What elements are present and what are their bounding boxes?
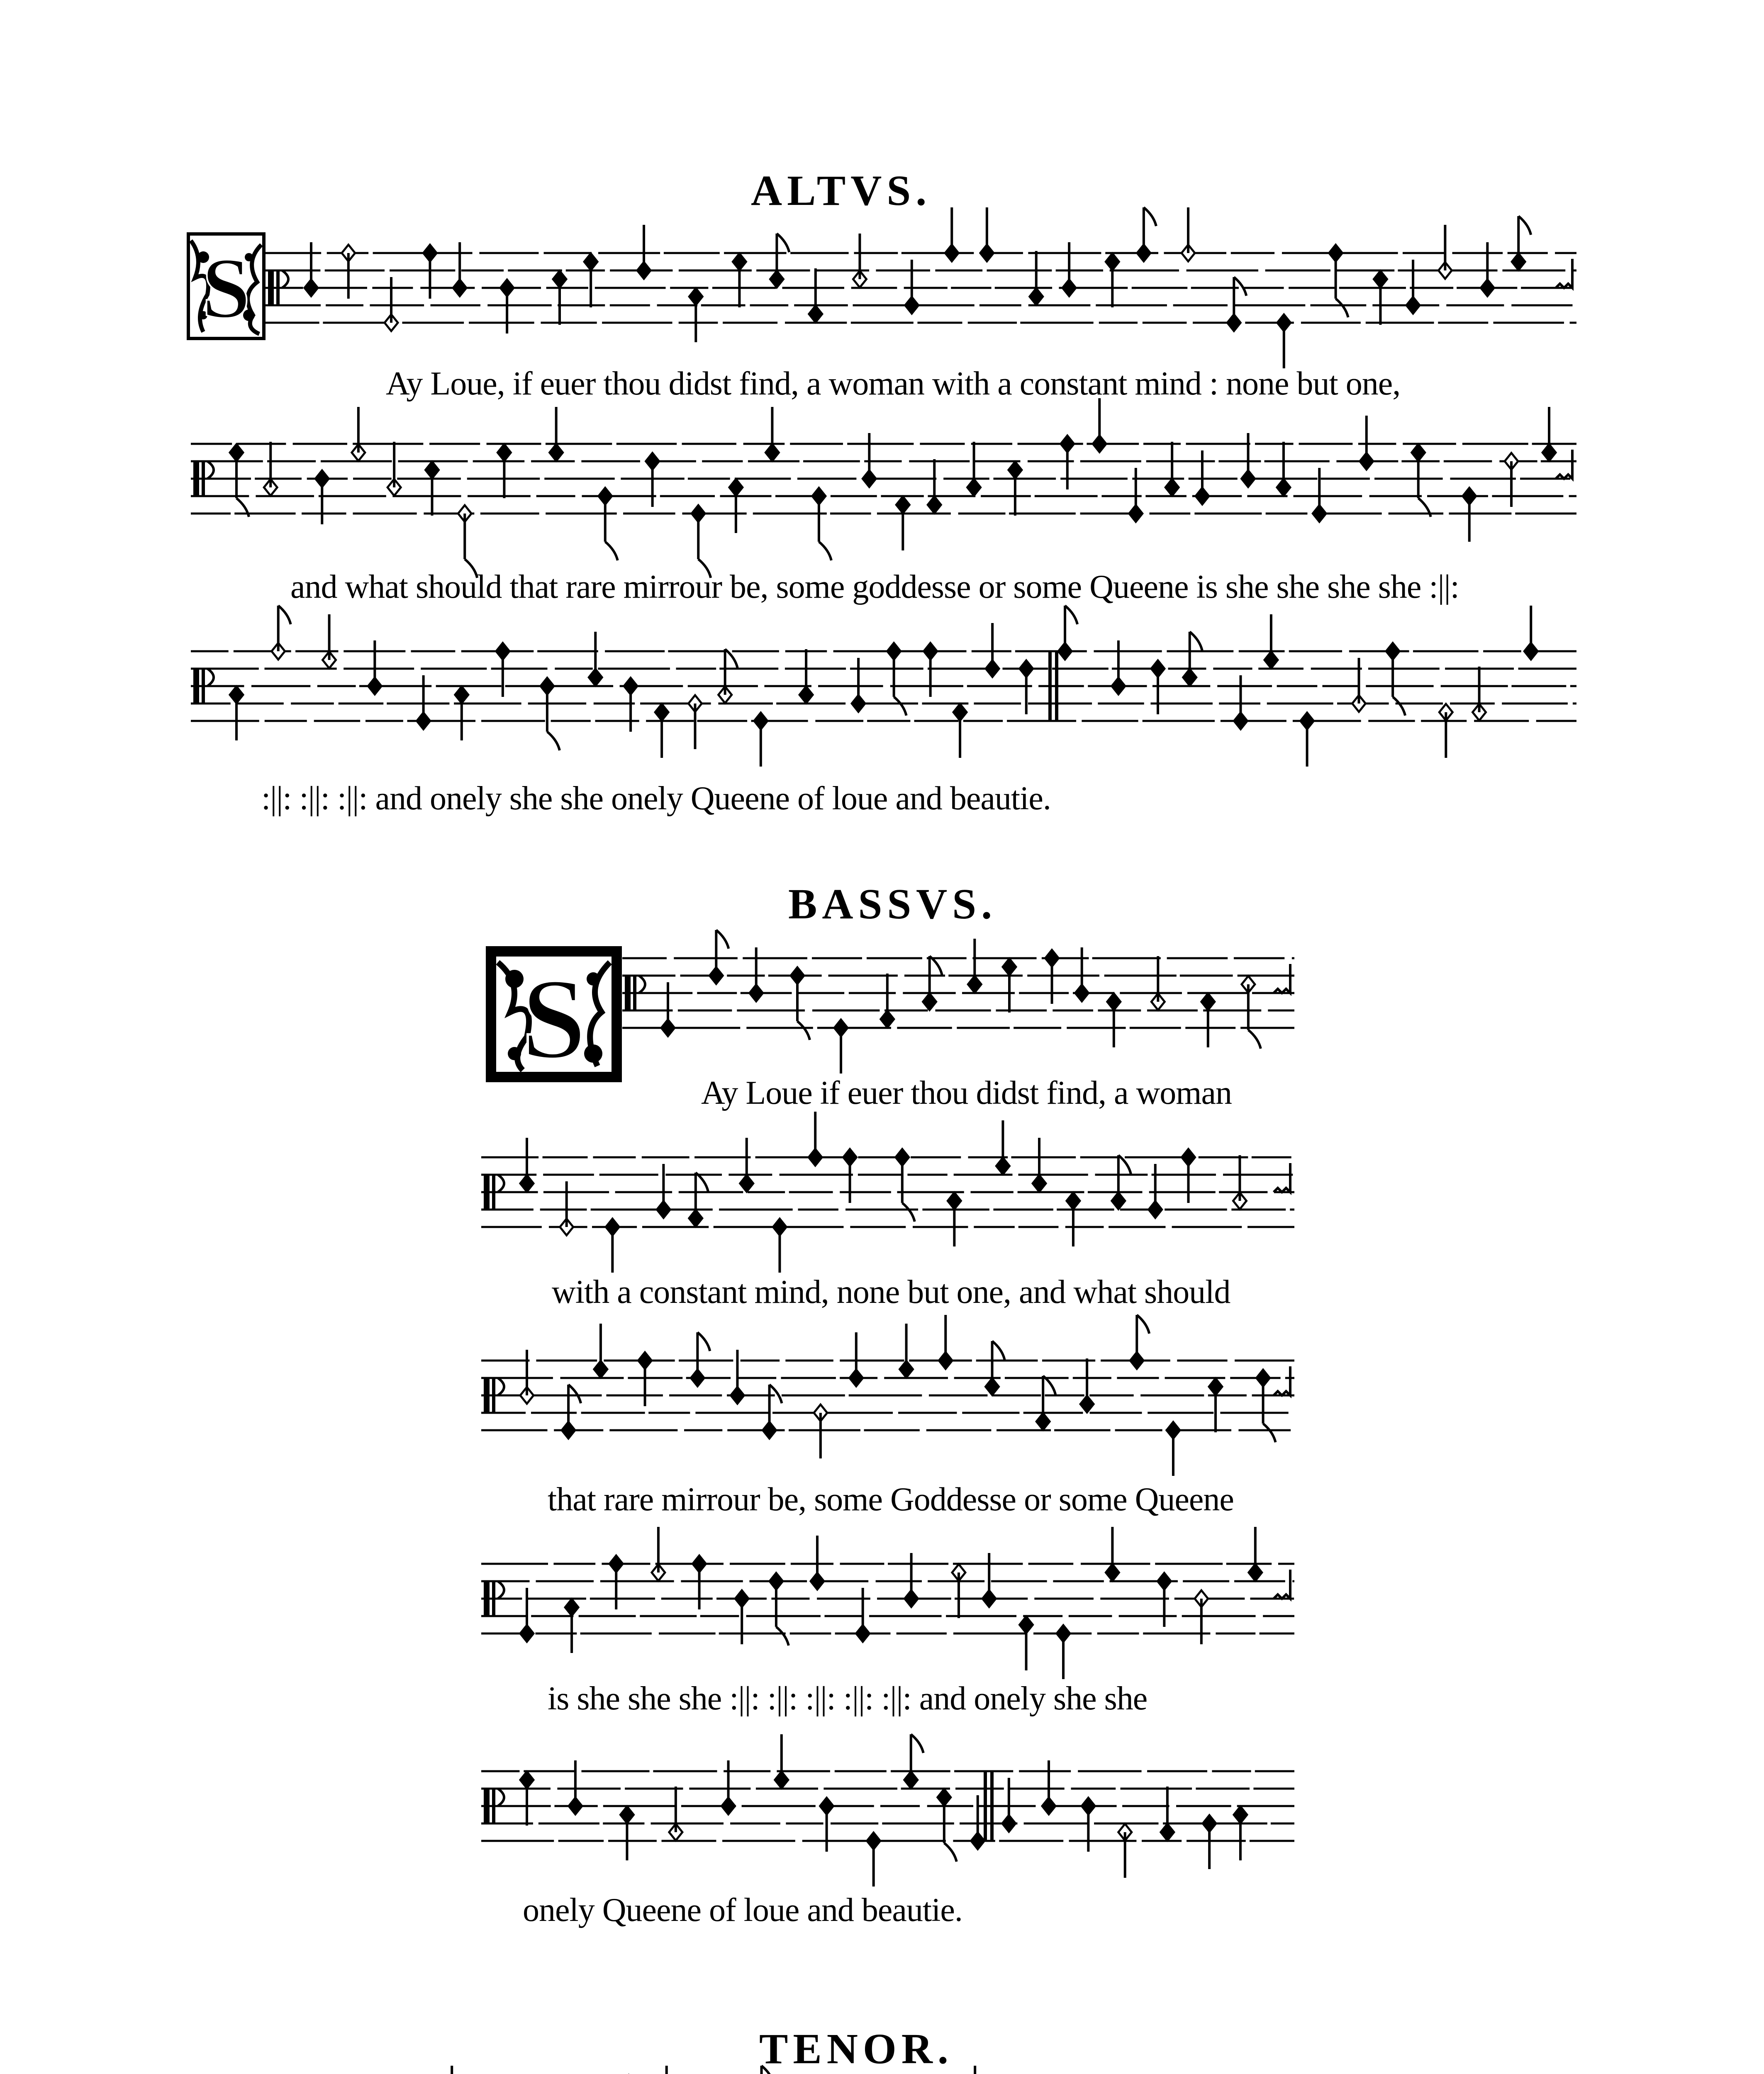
note bbox=[1352, 658, 1366, 712]
note bbox=[458, 505, 477, 578]
note bbox=[1149, 1164, 1162, 1218]
note bbox=[500, 280, 514, 333]
note bbox=[770, 234, 789, 287]
note bbox=[584, 253, 597, 307]
note bbox=[1473, 667, 1486, 721]
note bbox=[709, 930, 729, 984]
note bbox=[661, 982, 675, 1036]
note bbox=[1195, 1590, 1208, 1644]
note bbox=[881, 974, 894, 1027]
note bbox=[953, 704, 967, 758]
note bbox=[1183, 632, 1202, 686]
note bbox=[417, 675, 430, 729]
note bbox=[315, 470, 329, 524]
note bbox=[689, 1173, 708, 1227]
note bbox=[811, 1536, 824, 1590]
note bbox=[1439, 704, 1452, 758]
note bbox=[765, 407, 779, 461]
note bbox=[569, 1760, 582, 1814]
bassus-title: BASSVS. bbox=[788, 880, 997, 928]
altus-staff-2 bbox=[191, 431, 1576, 539]
svg-text:S: S bbox=[202, 240, 251, 336]
note bbox=[850, 1332, 863, 1386]
note bbox=[1196, 450, 1209, 504]
note bbox=[693, 1556, 706, 1609]
note bbox=[945, 207, 958, 261]
note bbox=[638, 1352, 652, 1406]
note bbox=[669, 1787, 682, 1840]
note bbox=[740, 1138, 753, 1192]
note bbox=[1234, 1806, 1247, 1860]
note bbox=[342, 245, 355, 299]
note bbox=[1182, 207, 1195, 261]
note bbox=[852, 658, 865, 712]
note bbox=[1033, 1138, 1046, 1192]
note bbox=[589, 632, 602, 686]
note bbox=[980, 207, 994, 261]
altus-decorated-initial bbox=[187, 232, 266, 340]
note bbox=[722, 1760, 735, 1814]
note bbox=[594, 1324, 607, 1378]
note bbox=[1374, 271, 1387, 325]
note bbox=[1505, 453, 1518, 507]
note bbox=[1057, 1625, 1070, 1679]
altus-title: ALTVS. bbox=[751, 167, 932, 214]
note bbox=[1161, 1787, 1174, 1840]
note bbox=[1165, 442, 1179, 496]
note bbox=[230, 686, 243, 740]
bassus-staff-4 bbox=[481, 1551, 1294, 1659]
note bbox=[1438, 225, 1452, 279]
altus-lyric-line-2: and what should that rare mirrour be, some goddesse or some Queene is she she she she :||: bbox=[290, 569, 1459, 605]
bassus-staff-2 bbox=[481, 1145, 1294, 1253]
note bbox=[1157, 1573, 1171, 1627]
note bbox=[896, 1149, 915, 1222]
note bbox=[1233, 1155, 1246, 1209]
note bbox=[799, 649, 813, 703]
note bbox=[809, 268, 822, 322]
note bbox=[1203, 1815, 1216, 1869]
note bbox=[352, 407, 365, 461]
note bbox=[905, 260, 919, 314]
note bbox=[1277, 314, 1291, 368]
note bbox=[1093, 398, 1106, 452]
note bbox=[1386, 643, 1405, 716]
note bbox=[689, 288, 702, 342]
note bbox=[948, 1193, 961, 1246]
note bbox=[1020, 1616, 1033, 1670]
note bbox=[1107, 993, 1121, 1047]
note bbox=[1020, 660, 1033, 714]
note bbox=[1329, 245, 1348, 317]
note bbox=[820, 1798, 833, 1852]
note bbox=[692, 505, 711, 578]
note bbox=[1061, 436, 1074, 489]
note bbox=[938, 1789, 957, 1862]
note bbox=[1412, 444, 1431, 517]
note bbox=[750, 947, 763, 1001]
note bbox=[1265, 614, 1278, 668]
bassus-decorated-initial bbox=[485, 946, 622, 1083]
note bbox=[1151, 660, 1165, 714]
note bbox=[1201, 993, 1215, 1047]
note bbox=[843, 1149, 857, 1203]
note bbox=[1112, 640, 1125, 694]
note bbox=[1242, 433, 1255, 487]
note bbox=[496, 643, 509, 697]
note bbox=[1182, 1149, 1195, 1203]
note bbox=[1257, 1370, 1276, 1442]
note bbox=[652, 1527, 665, 1581]
note bbox=[445, 2066, 458, 2074]
note bbox=[565, 1599, 578, 1653]
note bbox=[1106, 1527, 1119, 1581]
note bbox=[497, 444, 511, 498]
note bbox=[1301, 713, 1314, 767]
note bbox=[1481, 242, 1494, 296]
note bbox=[1242, 976, 1261, 1049]
note bbox=[387, 442, 401, 496]
note bbox=[550, 407, 563, 461]
note bbox=[971, 1795, 984, 1849]
note bbox=[606, 1219, 619, 1273]
note bbox=[520, 1138, 534, 1192]
note bbox=[541, 678, 560, 750]
note bbox=[1082, 1798, 1095, 1852]
note bbox=[1112, 1155, 1131, 1209]
altus-lyric-line-1: Ay Loue, if euer thou didst find, a woman with a constant mind : none but one, bbox=[386, 365, 1401, 402]
note bbox=[1227, 277, 1246, 331]
bassus-lyric-line-2: with a constant mind, none but one, and what should bbox=[552, 1274, 1230, 1310]
note bbox=[729, 479, 743, 533]
note bbox=[637, 225, 651, 279]
note bbox=[520, 1772, 534, 1826]
altus-lyric-line-3: :||: :||: :||: and onely she she onely Queene of loue and beautie. bbox=[261, 780, 1051, 817]
note bbox=[1080, 1358, 1094, 1412]
note bbox=[1151, 956, 1165, 1010]
note bbox=[1209, 1378, 1222, 1432]
bassus-staff-3 bbox=[481, 1348, 1294, 1456]
note bbox=[1277, 442, 1290, 496]
note bbox=[968, 2066, 982, 2074]
note bbox=[896, 497, 909, 550]
note bbox=[1030, 251, 1043, 305]
note bbox=[996, 1120, 1009, 1174]
note bbox=[967, 442, 981, 496]
note bbox=[1360, 416, 1373, 470]
note bbox=[770, 1573, 789, 1646]
bassus-lyric-line-1: Ay Loue if euer thou didst find, a woman bbox=[701, 1075, 1232, 1111]
note bbox=[624, 678, 637, 732]
note bbox=[455, 686, 468, 740]
note bbox=[560, 1181, 573, 1235]
note bbox=[423, 245, 436, 299]
note bbox=[1129, 468, 1143, 522]
note bbox=[812, 488, 831, 560]
note bbox=[657, 1164, 670, 1218]
note bbox=[230, 444, 249, 517]
note bbox=[1234, 675, 1247, 729]
note bbox=[887, 643, 906, 716]
note bbox=[305, 242, 318, 296]
note bbox=[1036, 1376, 1055, 1430]
note bbox=[1003, 959, 1016, 1013]
bassus-lyric-line-4: is she she she :||: :||: :||: :||: :||: and onely she she bbox=[548, 1680, 1148, 1717]
note bbox=[982, 1553, 996, 1607]
bassus-staff-5 bbox=[481, 1759, 1294, 1867]
note bbox=[923, 956, 942, 1010]
note bbox=[731, 1350, 744, 1404]
note bbox=[791, 967, 810, 1040]
note bbox=[814, 1405, 827, 1458]
altus-staff-3 bbox=[191, 639, 1576, 747]
note bbox=[1106, 253, 1119, 307]
note bbox=[773, 1219, 786, 1273]
note bbox=[264, 442, 277, 496]
note bbox=[520, 1588, 534, 1642]
note bbox=[646, 453, 659, 507]
note bbox=[1042, 1760, 1055, 1814]
note bbox=[368, 640, 381, 694]
note bbox=[986, 1341, 1005, 1395]
bassus-lyric-line-3: that rare mirrour be, some Goddesse or some Queene bbox=[548, 1481, 1234, 1518]
note bbox=[904, 1734, 923, 1788]
note bbox=[599, 488, 618, 560]
tenor-title: TENOR. bbox=[759, 2025, 953, 2073]
note bbox=[1542, 407, 1556, 461]
note bbox=[853, 234, 866, 287]
note bbox=[426, 462, 439, 516]
note bbox=[1524, 606, 1537, 660]
note bbox=[660, 2066, 673, 2074]
note bbox=[968, 939, 981, 993]
note bbox=[952, 1564, 965, 1618]
note bbox=[1463, 488, 1476, 542]
note bbox=[655, 704, 668, 758]
note bbox=[754, 713, 767, 767]
note bbox=[735, 1590, 748, 1644]
bassus-lyric-line-5: onely Queene of loue and beautie. bbox=[523, 1892, 962, 1928]
note bbox=[733, 253, 746, 307]
note bbox=[609, 1556, 623, 1609]
note bbox=[385, 277, 398, 331]
note bbox=[1512, 216, 1531, 270]
note bbox=[775, 1734, 788, 1788]
note bbox=[1045, 950, 1059, 1004]
note bbox=[1062, 242, 1076, 296]
note bbox=[1249, 1527, 1262, 1581]
note bbox=[719, 649, 738, 703]
note bbox=[1313, 468, 1326, 522]
note bbox=[986, 623, 999, 677]
note bbox=[1167, 1422, 1180, 1476]
note bbox=[688, 695, 702, 749]
note bbox=[834, 1020, 848, 1074]
note bbox=[928, 459, 941, 513]
note bbox=[520, 1350, 534, 1404]
note bbox=[856, 1588, 870, 1642]
note bbox=[1075, 947, 1089, 1001]
note bbox=[620, 1806, 633, 1860]
note bbox=[1002, 1778, 1016, 1832]
note bbox=[1067, 1193, 1080, 1246]
altus-staff-1 bbox=[266, 241, 1576, 348]
note bbox=[924, 643, 937, 697]
note bbox=[905, 1553, 918, 1607]
note bbox=[809, 1112, 822, 1166]
svg-text:S: S bbox=[521, 954, 586, 1083]
bassus-staff-1 bbox=[622, 946, 1294, 1054]
note bbox=[900, 1324, 913, 1378]
note bbox=[1406, 260, 1420, 314]
note bbox=[553, 271, 566, 325]
note bbox=[453, 242, 466, 296]
note bbox=[867, 1833, 880, 1887]
note bbox=[323, 614, 336, 668]
note bbox=[863, 433, 876, 487]
note bbox=[1009, 462, 1022, 516]
note bbox=[1118, 1824, 1132, 1878]
note bbox=[939, 1315, 952, 1369]
